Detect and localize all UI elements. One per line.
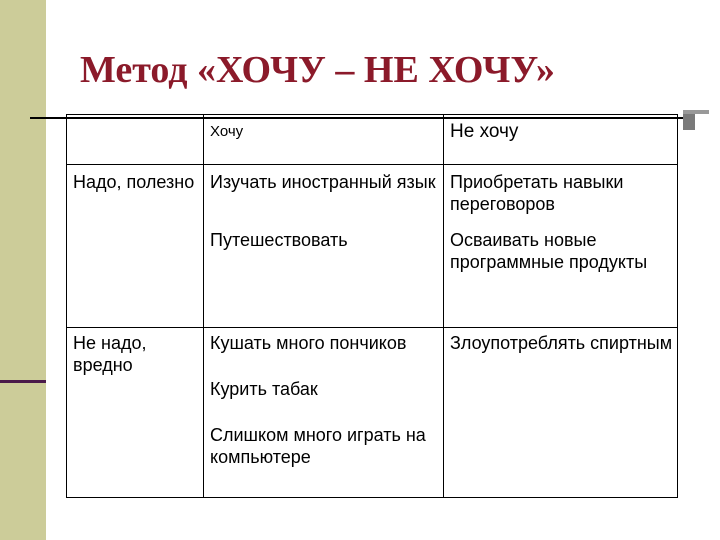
list-item: Изучать иностранный язык (210, 172, 436, 192)
list-item: Осваивать новые программные продукты (450, 230, 648, 272)
want-not-want-table (66, 114, 678, 498)
list-item: Злоупотреблять спиртным (450, 333, 673, 353)
table-header-row (67, 115, 678, 165)
row-label: Надо, полезно (73, 172, 195, 192)
header-want-label: Хочу (210, 123, 244, 140)
row-label-cell (67, 328, 204, 498)
list-item: Приобретать навыки переговоров (450, 172, 624, 214)
list-item: Курить табак (210, 379, 318, 399)
sidebar-rule (0, 380, 46, 383)
corner-decoration-block (683, 114, 695, 130)
table-row (67, 328, 678, 498)
not-want-cell (444, 165, 678, 328)
list-item: Слишком много играть на компьютере (210, 425, 426, 467)
list-item: Кушать много пончиков (210, 333, 407, 353)
row-label: Не надо, вредно (73, 333, 147, 375)
want-cell (204, 165, 444, 328)
header-empty-cell (67, 115, 204, 165)
list-item: Путешествовать (210, 230, 348, 250)
sidebar-accent (0, 0, 46, 540)
row-label-cell (67, 165, 204, 328)
table-row (67, 165, 678, 328)
header-not-want (444, 115, 678, 165)
want-cell (204, 328, 444, 498)
header-want (204, 115, 444, 165)
slide-title: Метод «ХОЧУ – НЕ ХОЧУ» (80, 49, 555, 91)
header-not-want-label: Не хочу (450, 121, 519, 142)
not-want-cell (444, 328, 678, 498)
